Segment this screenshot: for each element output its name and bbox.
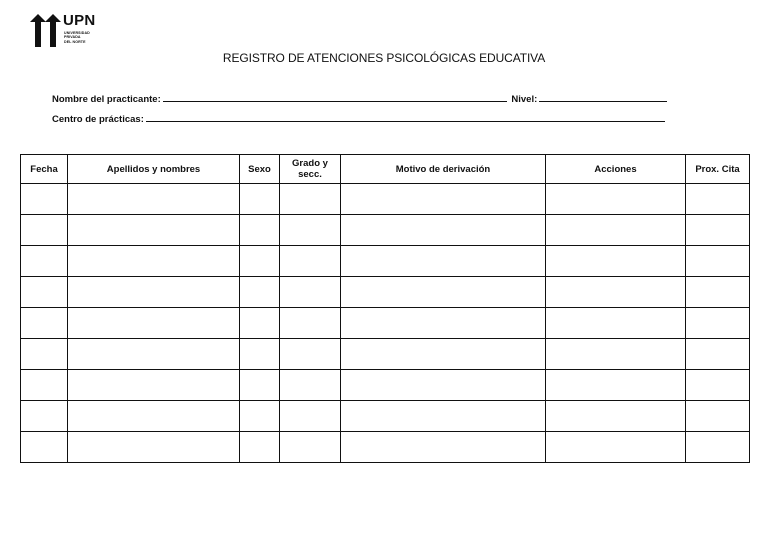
table-cell[interactable] (68, 184, 240, 215)
header-sexo: Sexo (240, 155, 280, 184)
table-row (21, 432, 750, 463)
table-body (21, 184, 750, 463)
table-cell[interactable] (341, 246, 546, 277)
table-cell[interactable] (546, 308, 686, 339)
table-cell[interactable] (68, 370, 240, 401)
table-cell[interactable] (21, 277, 68, 308)
upn-logo (30, 13, 110, 49)
practicante-blank[interactable] (163, 93, 507, 102)
table-cell[interactable] (280, 215, 341, 246)
table-cell[interactable] (546, 184, 686, 215)
centro-label: Centro de prácticas: (52, 114, 144, 125)
table-cell[interactable] (68, 215, 240, 246)
table-row (21, 401, 750, 432)
table-cell[interactable] (280, 184, 341, 215)
table-cell[interactable] (280, 401, 341, 432)
table-cell[interactable] (686, 308, 750, 339)
table-cell[interactable] (546, 401, 686, 432)
table-row (21, 215, 750, 246)
table-cell[interactable] (686, 215, 750, 246)
document-title: REGISTRO DE ATENCIONES PSICOLÓGICAS EDUCATIVA (222, 51, 546, 65)
table-cell[interactable] (546, 246, 686, 277)
table-cell[interactable] (240, 184, 280, 215)
table-cell[interactable] (341, 401, 546, 432)
header-apellidos-nombres: Apellidos y nombres (68, 155, 240, 184)
header-motivo: Motivo de derivación (341, 155, 546, 184)
table-cell[interactable] (68, 277, 240, 308)
table-cell[interactable] (341, 432, 546, 463)
table-cell[interactable] (68, 246, 240, 277)
table-cell[interactable] (21, 339, 68, 370)
table-cell[interactable] (240, 401, 280, 432)
table-cell[interactable] (240, 339, 280, 370)
table-cell[interactable] (68, 339, 240, 370)
table-row (21, 339, 750, 370)
header-acciones: Acciones (546, 155, 686, 184)
table-cell[interactable] (240, 432, 280, 463)
table-cell[interactable] (686, 401, 750, 432)
table-cell[interactable] (21, 401, 68, 432)
header-prox-cita: Prox. Cita (686, 155, 750, 184)
table-cell[interactable] (546, 339, 686, 370)
table-cell[interactable] (686, 184, 750, 215)
table-row (21, 370, 750, 401)
table-cell[interactable] (280, 308, 341, 339)
table-row (21, 184, 750, 215)
upn-arrows-icon (30, 14, 62, 47)
table-cell[interactable] (686, 277, 750, 308)
table-cell[interactable] (280, 339, 341, 370)
table-cell[interactable] (341, 277, 546, 308)
table-cell[interactable] (686, 370, 750, 401)
table-cell[interactable] (240, 370, 280, 401)
table-cell[interactable] (240, 308, 280, 339)
table-cell[interactable] (546, 215, 686, 246)
table-cell[interactable] (21, 215, 68, 246)
logo-wordmark: UPN (63, 12, 96, 29)
table-cell[interactable] (341, 339, 546, 370)
table-cell[interactable] (686, 246, 750, 277)
table-cell[interactable] (341, 308, 546, 339)
nivel-label: Nivel: (511, 94, 538, 105)
table-cell[interactable] (68, 432, 240, 463)
table-cell[interactable] (68, 308, 240, 339)
table-cell[interactable] (686, 432, 750, 463)
table-cell[interactable] (546, 432, 686, 463)
table-cell[interactable] (21, 370, 68, 401)
table-row (21, 277, 750, 308)
table-cell[interactable] (21, 432, 68, 463)
table-cell[interactable] (546, 370, 686, 401)
practicante-row (52, 93, 667, 106)
table-cell[interactable] (21, 184, 68, 215)
table-cell[interactable] (280, 432, 341, 463)
table-cell[interactable] (280, 277, 341, 308)
table-cell[interactable] (341, 184, 546, 215)
logo-subtitle: UNIVERSIDAD PRIVADA DEL NORTE (64, 31, 90, 44)
table-cell[interactable] (341, 370, 546, 401)
table-header-row (21, 155, 750, 184)
table-cell[interactable] (546, 277, 686, 308)
attention-register-table (20, 154, 750, 463)
table-cell[interactable] (240, 277, 280, 308)
table-cell[interactable] (280, 246, 341, 277)
table-cell[interactable] (21, 308, 68, 339)
header-fecha: Fecha (21, 155, 68, 184)
table-cell[interactable] (341, 215, 546, 246)
table-cell[interactable] (21, 246, 68, 277)
centro-row (52, 113, 665, 126)
centro-blank[interactable] (146, 113, 665, 122)
nivel-blank[interactable] (539, 93, 667, 102)
table-cell[interactable] (686, 339, 750, 370)
table-cell[interactable] (240, 246, 280, 277)
table-cell[interactable] (68, 401, 240, 432)
header-grado-secc: Grado y secc. (280, 155, 341, 184)
table-cell[interactable] (240, 215, 280, 246)
table-row (21, 246, 750, 277)
table-cell[interactable] (280, 370, 341, 401)
practicante-label: Nombre del practicante: (52, 94, 161, 105)
table-row (21, 308, 750, 339)
